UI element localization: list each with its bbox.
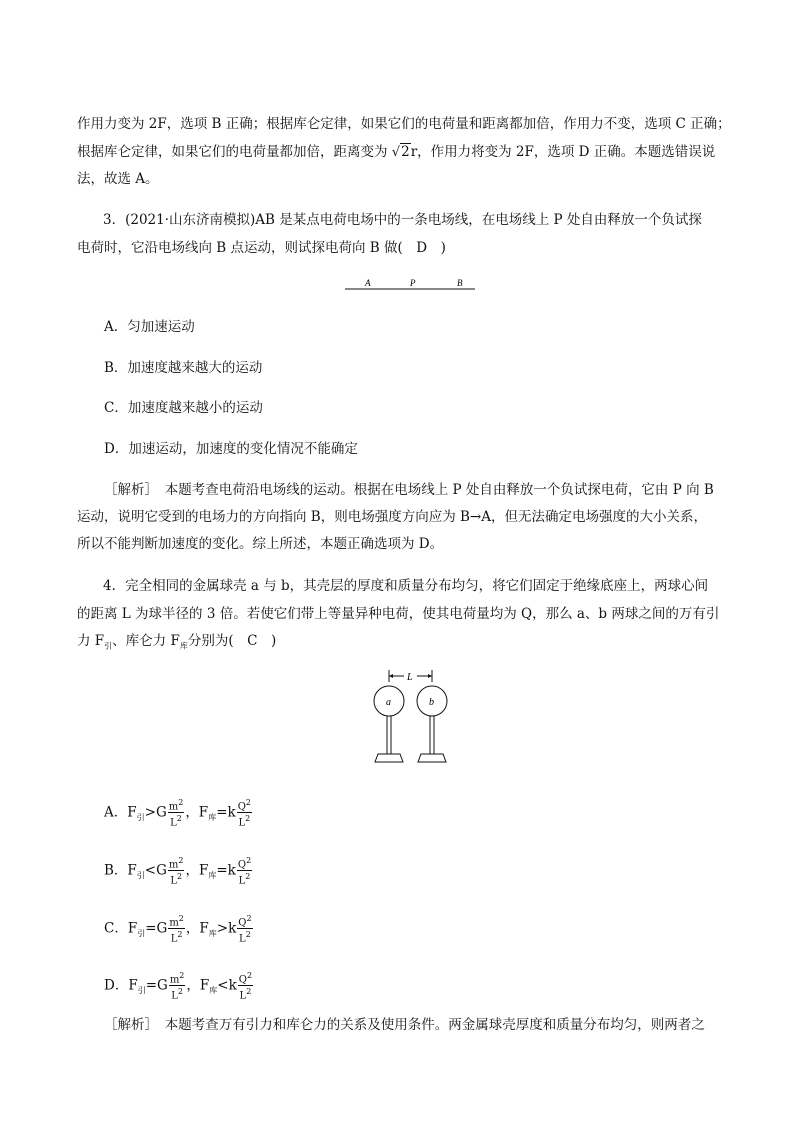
fraction-numerator: $Q^2$ bbox=[238, 971, 253, 986]
option-B bbox=[104, 855, 253, 887]
arrow-left-icon bbox=[389, 674, 393, 678]
text-span: 、库仑力 F bbox=[112, 633, 180, 649]
text-span: 根据库仑定律，如果它们的电荷量都加倍，距离变为 bbox=[77, 144, 392, 160]
subscript: 引 bbox=[136, 813, 145, 823]
text-span: 力 F bbox=[77, 633, 105, 649]
fraction-numerator: $Q^2$ bbox=[237, 798, 251, 813]
fraction-numerator: $m^2$ bbox=[169, 971, 185, 986]
fraction bbox=[169, 970, 186, 1002]
exponent: 2 bbox=[246, 856, 252, 865]
base bbox=[375, 754, 403, 762]
fraction-denominator: $L^2$ bbox=[239, 987, 252, 1002]
analysis-4: ［解析］ 本题考查万有引力和库仑力的关系及使用条件。两金属球壳厚度和质量分布均匀，则两者之 bbox=[104, 1017, 705, 1033]
fraction bbox=[168, 797, 185, 829]
operator: < bbox=[144, 862, 157, 879]
question-4-stem bbox=[77, 632, 276, 656]
exponent: 2 bbox=[176, 814, 182, 824]
exponent: 2 bbox=[246, 971, 253, 980]
constant-G: G bbox=[155, 804, 167, 821]
question-3-stem: 3．(2021·山东济南模拟)AB 是某点电荷电场中的一条电场线，在电场线上 P 处自由释放一个负试探 bbox=[103, 212, 702, 228]
metal-spheres-diagram bbox=[368, 668, 460, 766]
exponent: 2 bbox=[176, 872, 183, 882]
fraction bbox=[237, 855, 252, 887]
sphere-label-a: a bbox=[386, 697, 391, 708]
analysis-3: 所以不能判断加速度的变化。综上所述，本题正确选项为 D。 bbox=[77, 536, 444, 552]
fraction-numerator: $Q^2$ bbox=[237, 856, 252, 871]
option-C bbox=[104, 913, 254, 945]
fraction-numerator: $m^2$ bbox=[169, 914, 184, 929]
subscript: 引 bbox=[137, 929, 146, 939]
fraction-denominator: $L^2$ bbox=[171, 987, 183, 1002]
fraction-denominator: $L^2$ bbox=[170, 814, 182, 829]
label-A: A bbox=[365, 278, 371, 288]
text-span: 分别为( C ) bbox=[187, 633, 277, 649]
option-D bbox=[104, 970, 254, 1002]
exponent: 2 bbox=[245, 930, 251, 940]
fraction-numerator: $m^2$ bbox=[168, 856, 184, 871]
constant-G: G bbox=[156, 862, 167, 879]
fraction bbox=[168, 913, 185, 945]
dimension-label-L: L bbox=[407, 672, 413, 683]
analysis-3: ［解析］ 本题考查电荷沿电场线的运动。根据在电场线上 P 处自由释放一个负试探电荷，它由 P 向 B bbox=[104, 482, 714, 498]
constant-G: G bbox=[157, 977, 168, 994]
text-line: 法，故选 A。 bbox=[77, 171, 159, 187]
operator: = bbox=[216, 862, 228, 879]
text-line: 作用力变为 2F，选项 B 正确；根据库仑定律，如果它们的电荷量和距离都加倍，作用力不变，选项 C 正确； bbox=[77, 116, 731, 132]
subscript: 库 bbox=[208, 813, 217, 823]
insulating-stand bbox=[430, 716, 434, 754]
option-A: A．匀加速运动 bbox=[104, 319, 195, 335]
operator: = bbox=[216, 804, 228, 821]
option-C: C．加速度越来越小的运动 bbox=[104, 400, 263, 416]
sphere-label-b: b bbox=[429, 697, 434, 708]
constant-G: G bbox=[156, 920, 168, 937]
fraction bbox=[168, 855, 185, 887]
subscript: 库 bbox=[208, 929, 217, 939]
fraction bbox=[237, 913, 252, 945]
text-span: ，F bbox=[186, 977, 210, 994]
text-span: ，F bbox=[185, 804, 209, 821]
fraction-numerator: $Q^2$ bbox=[238, 914, 252, 929]
label-B: B bbox=[457, 278, 463, 288]
operator: < bbox=[217, 977, 229, 994]
option-letter: D．F bbox=[104, 977, 138, 994]
exponent: 2 bbox=[245, 814, 251, 824]
option-D: D．加速运动，加速度的变化情况不能确定 bbox=[104, 441, 358, 457]
exponent: 2 bbox=[246, 914, 252, 923]
exponent: 2 bbox=[178, 856, 184, 865]
text-span: r，作用力将变为 2F，选项 D 正确。本题选错误说 bbox=[410, 144, 716, 160]
operator: = bbox=[145, 977, 158, 994]
exponent: 2 bbox=[245, 798, 251, 807]
constant-k: k bbox=[228, 920, 237, 937]
subscript: 引 bbox=[137, 986, 146, 996]
text-span: ，F bbox=[185, 862, 209, 879]
sqrt-expression: √2 bbox=[391, 144, 410, 160]
question-4-stem: 的距离 L 为球半径的 3 倍。若使它们带上等量异种电荷，使其电荷量均为 Q，那么 a、b 两球之间的万有引 bbox=[77, 606, 720, 622]
arrow-right-icon bbox=[428, 674, 432, 678]
option-letter: C．F bbox=[104, 920, 138, 937]
fraction-denominator: $L^2$ bbox=[238, 814, 251, 829]
subscript: 库 bbox=[209, 986, 218, 996]
question-4-stem: 4．完全相同的金属球壳 a 与 b，其壳层的厚度和质量分布均匀，将它们固定于绝缘底座上，两球心间 bbox=[103, 578, 709, 594]
fraction-denominator: $L^2$ bbox=[239, 930, 251, 945]
operator: > bbox=[216, 920, 229, 937]
constant-k: k bbox=[228, 977, 237, 994]
question-3-stem: 电荷时，它沿电场线向 B 点运动，则试探电荷向 B 做( D ) bbox=[77, 240, 446, 256]
exponent: 2 bbox=[178, 914, 184, 923]
subscript: 库 bbox=[208, 871, 217, 881]
subscript: 库 bbox=[179, 641, 188, 651]
exponent: 2 bbox=[177, 930, 183, 940]
exponent: 2 bbox=[177, 987, 183, 997]
option-letter: A．F bbox=[104, 804, 137, 821]
fraction bbox=[237, 797, 252, 829]
fraction bbox=[238, 970, 253, 1002]
fraction-numerator: $m^2$ bbox=[168, 798, 184, 813]
subscript: 引 bbox=[136, 871, 145, 881]
insulating-stand bbox=[387, 716, 391, 754]
constant-k: k bbox=[227, 862, 236, 879]
exponent: 2 bbox=[178, 798, 184, 807]
exponent: 2 bbox=[245, 872, 251, 882]
constant-k: k bbox=[227, 804, 236, 821]
electric-field-line-diagram bbox=[340, 274, 480, 296]
label-P: P bbox=[410, 278, 416, 288]
operator: = bbox=[145, 920, 157, 937]
operator: > bbox=[144, 804, 156, 821]
option-A bbox=[104, 797, 253, 829]
text-line bbox=[77, 143, 715, 162]
text-span: ，F bbox=[185, 920, 209, 937]
fraction-denominator: $L^2$ bbox=[170, 872, 183, 887]
exponent: 2 bbox=[179, 971, 185, 980]
fraction-denominator: $L^2$ bbox=[238, 872, 251, 887]
sqrt-radicand: 2 bbox=[401, 144, 410, 160]
analysis-3: 运动，说明它受到的电场力的方向指向 B，则电场强度方向应为 B→A，但无法确定电场强度的大小关系， bbox=[77, 509, 707, 525]
base bbox=[418, 754, 446, 762]
option-letter: B．F bbox=[104, 862, 137, 879]
option-B: B．加速度越来越大的运动 bbox=[104, 360, 263, 376]
exponent: 2 bbox=[246, 987, 252, 997]
fraction-denominator: $L^2$ bbox=[170, 930, 183, 945]
subscript: 引 bbox=[104, 641, 113, 651]
